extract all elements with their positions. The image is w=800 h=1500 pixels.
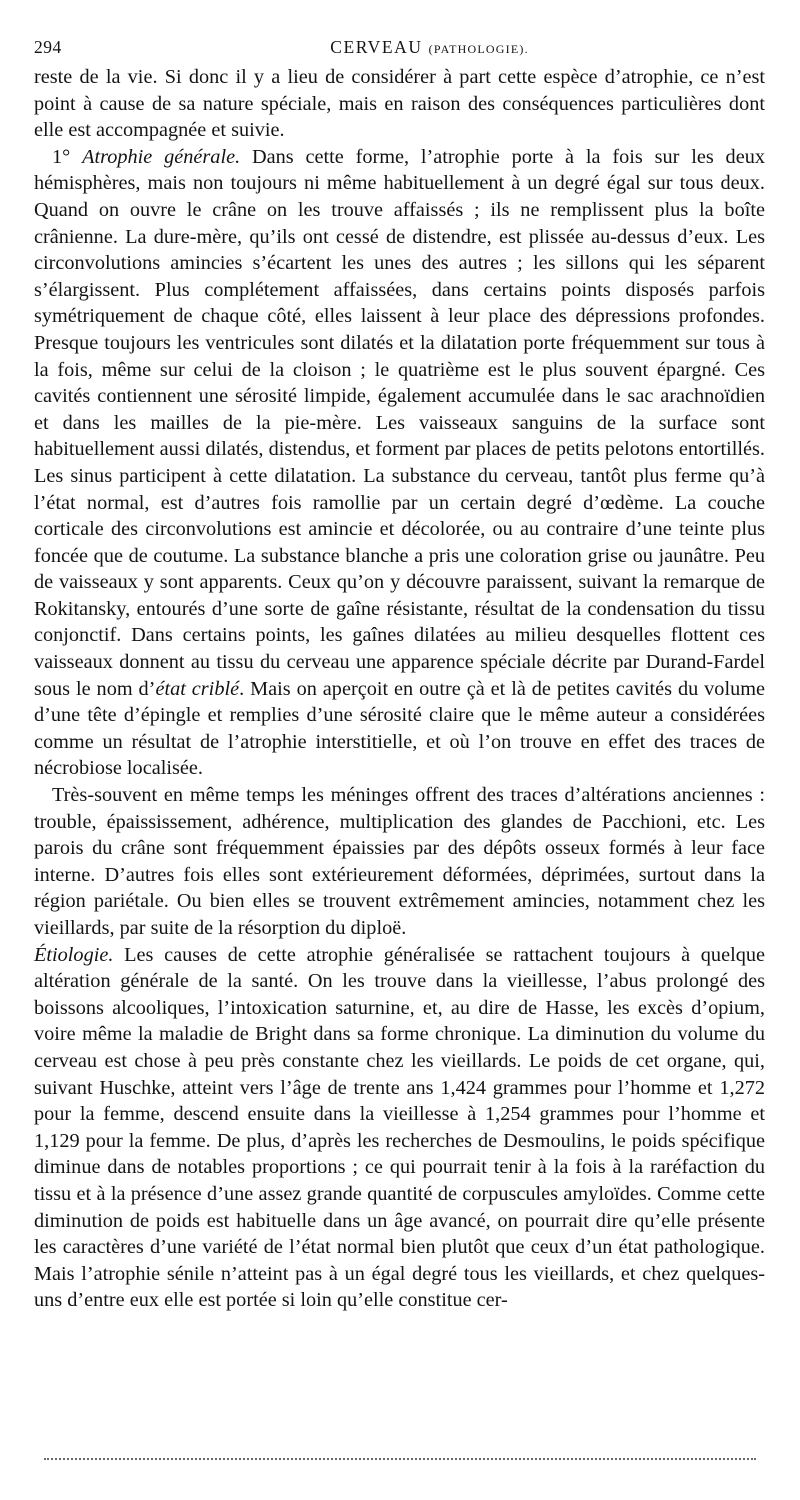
body-text	[34, 64, 765, 1314]
paragraph-meninges	[34, 782, 765, 942]
running-head	[34, 34, 765, 60]
section-heading-etiologie: Étiologie.	[34, 943, 114, 966]
paragraph-text: Très-souvent en même temps les méninges offrent des traces d’altérations anciennes : trouble, épaississement, adhérence, multiplication des glandes de Pacchioni, etc. Les parois du crâne sont fréquemment épaissies par des dépôts osseux formés à leur face interne. D’autres fois elles sont extérieurement déformées, déprimées, surtout dans la région pariétale. Ou bien elles se trouvent extrêmement amincies, notamment chez les vieillards, par suite de la résorption du diploë.	[34, 784, 765, 939]
book-page	[34, 34, 765, 1314]
term-etat-crible: état criblé	[155, 677, 240, 700]
page-number: 294	[34, 37, 62, 57]
paragraph-text: reste de la vie. Si donc il y a lieu de considérer à part cette espèce d’atrophie, ce n’est point à cause de sa nature spéciale, mais en raison des conséquences particulières dont elle est accompagnée et suivie.	[34, 66, 765, 142]
section-number: 1°	[52, 145, 83, 168]
paragraph-text: Dans cette forme, l’atrophie porte à la fois sur les deux hémisphères, mais non toujours ni même habituellement à un degré égal sur tous deux. Quand on ouvre le crâne on les trouve affaissés ; ils ne remplissent plus la boîte crânienne. La dure-mère, qu’ils ont cessé de distendre, est plissée au-dessus d’eux. Les circonvolutions amincies s’écartent les unes des autres ; les sillons qui les séparent s’élargissent. Plus complétement affaissées, dans certains points disposés parfois symétriquement de chaque côté, elles laissent à leur place des dépressions profondes. Presque toujours les ventricules sont dilatés et la dilatation porte fréquemment sur tous à la fois, même sur celui de la cloison ; le quatrième est le plus souvent épargné. Ces cavités contiennent une sérosité limpide, également accumulée dans le sac arachnoïdien et dans les mailles de la pie-mère. Les vaisseaux sanguins de la surface sont habituellement aussi dilatés, distendus, et forment par places de petits pelotons entortillés. Les sinus participent à cette dilatation. La substance du cerveau, tantôt plus ferme qu’à l’état normal, est d’autres fois ramollie par un certain degré d’œdème. La couche corticale des circonvolutions est amincie et décolorée, ou au contraire d’une teinte plus foncée que de coutume. La substance blanche a pris une coloration grise ou jaunâtre. Peu de vaisseaux y sont apparents. Ceux qu’on y découvre paraissent, suivant la remarque de Rokitansky, entourés d’une sorte de gaîne résistante, résultat de la condensation du tissu conjonctif. Dans certains points, les gaînes dilatées au milieu desquelles flottent ces vaisseaux donnent au tissu du cerveau une apparence spéciale décrite par Durand-Fardel sous le nom d’	[34, 145, 765, 700]
footer-rule	[44, 1458, 756, 1460]
running-title	[34, 34, 765, 62]
paragraph-text: Les causes de cette atrophie généralisée se rattachent toujours à quelque altération générale de la santé. On les trouve dans la vieillesse, l’abus prolongé des boissons alcooliques, l’intoxication saturnine, et, au dire de Hasse, les excès d’opium, voire même la maladie de Bright dans sa forme chronique. La diminution du volume du cerveau est chose à peu près constante chez les vieillards. Le poids de cet organe, qui, suivant Huschke, atteint vers l’âge de trente ans 1,424 grammes pour l’homme et 1,272 pour la femme, descend ensuite dans la vieillesse à 1,254 grammes pour l’homme et 1,129 pour la femme. De plus, d’après les recherches de Desmoulins, le poids spécifique diminue dans de notables proportions ; ce qui pourrait tenir à la fois à la raréfaction du tissu et à la présence d’une assez grande quantité de corpuscules amyloïdes. Comme cette diminution de poids est habituelle dans un âge avancé, on pourrait dire qu’elle présente les caractères d’une variété de l’état normal bien plutôt que ceux d’un état pathologique. Mais l’atrophie sénile n’atteint pas à un égal degré tous les vieillards, et chez quelques-uns d’entre eux elle est portée si loin qu’elle constitue cer-	[34, 943, 765, 1312]
paragraph-etiologie	[34, 942, 765, 1314]
paragraph-continuation	[34, 64, 765, 144]
running-title-main: CERVEAU	[330, 37, 423, 57]
running-title-sub: (PATHOLOGIE).	[428, 42, 529, 56]
paragraph-text: . Mais on aperçoit en outre çà et là de petites cavités du volume d’une tête d’épingle et remplies d’une sérosité claire que le même auteur a considérées comme un résultat de l’atrophie interstitielle, et où l’on trouve en effet des traces de nécrobiose localisée.	[34, 677, 765, 780]
paragraph-atrophie-generale	[34, 144, 765, 782]
section-heading-atrophie-generale: Atrophie générale.	[82, 145, 241, 168]
